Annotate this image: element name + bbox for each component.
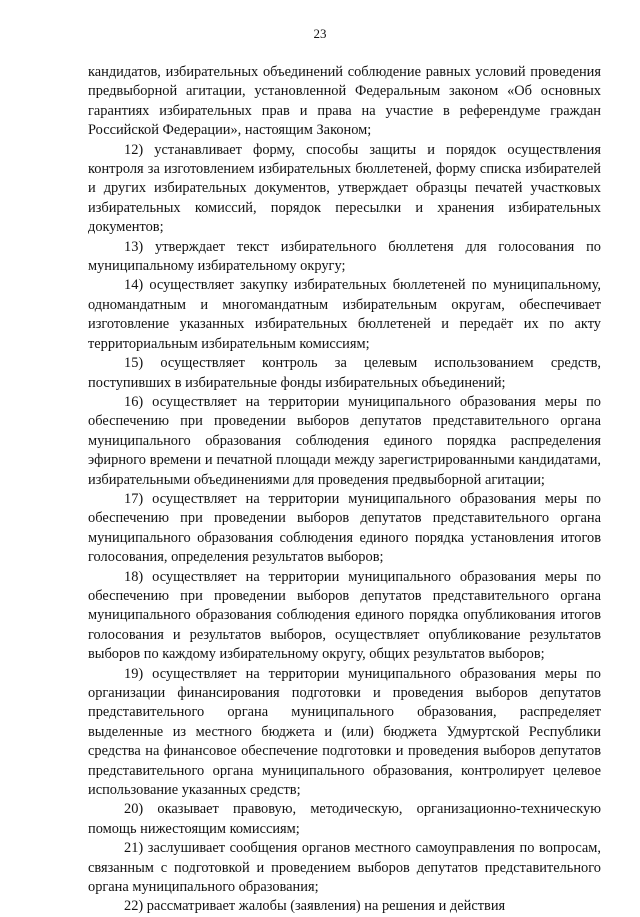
paragraph-item-19: 19) осуществляет на территории муниципального образования меры по организации финансирования подготовки и проведения выборов депутатов представительного органа муниципального образования, распределяет выделенные из местного бюджета и (или) бюджета Удмуртской Республики средства на финансовое обеспечение подготовки и проведения выборов депутатов представительного органа муниципального образования, контролирует целевое использование указанных средств; bbox=[88, 665, 601, 799]
paragraph-item-21: 21) заслушивает сообщения органов местного самоуправления по вопросам, связанным с подготовкой и проведением выборов депутатов представительного органа муниципального образования; bbox=[88, 840, 601, 896]
paragraph-item-17: 17) осуществляет на территории муниципального образования меры по обеспечению при проведении выборов депутатов представительного органа муниципального образования соблюдения единого порядка установления итогов голосования, определения результатов выборов; bbox=[88, 490, 601, 566]
paragraph-item-20: 20) оказывает правовую, методическую, организационно-техническую помощь нижестоящим комиссиям; bbox=[88, 801, 601, 837]
paragraph-item-22: 22) рассматривает жалобы (заявления) на решения и действия bbox=[124, 898, 506, 915]
paragraph-item-14: 14) осуществляет закупку избирательных бюллетеней по муниципальному, одномандатным и многомандатным избирательным округам, обеспечивает изготовление указанных избирательных бюллетеней и передаёт их по акту территориальным избирательным комиссиям; bbox=[88, 277, 601, 352]
page-number: 23 bbox=[313, 26, 327, 41]
paragraph-item-16: 16) осуществляет на территории муниципального образования меры по обеспечению при проведении выборов депутатов представительного органа муниципального образования соблюдения единого порядка распределения эфирного времени и печатной площади между зарегистрированными кандидатами, избирательными объединениями для проведения предвыборной агитации; bbox=[88, 393, 601, 488]
paragraph-continuation: кандидатов, избирательных объединений соблюдение равных условий проведения предвыборной агитации, установленной Федеральным законом «Об основных гарантиях избирательных прав и права на участие в референдуме граждан Российской Федерации», настоящим Законом; bbox=[88, 64, 601, 139]
paragraph-item-12: 12) устанавливает форму, способы защиты и порядок осуществления контроля за изготовлением избирательных бюллетеней, форму списка избирателей и других избирательных документов, утверждает образцы печатей участковых избирательных комиссий, порядок пересылки и хранения избирательных документов; bbox=[88, 141, 601, 236]
document-body bbox=[88, 63, 601, 917]
paragraph-item-13: 13) утверждает текст избирательного бюллетеня для голосования по муниципальному избирательному округу; bbox=[88, 238, 601, 275]
paragraph-item-18: 18) осуществляет на территории муниципального образования меры по обеспечению при проведении выборов депутатов представительного органа муниципального образования соблюдения единого порядка опубликования итогов голосования и результатов выборов, осуществляет опубликование результатов выборов по каждому избирательному округу, общих результатов выборов; bbox=[88, 568, 601, 663]
paragraph-item-15: 15) осуществляет контроль за целевым использованием средств, поступивших в избирательные фонды избирательных объединений; bbox=[88, 355, 601, 391]
